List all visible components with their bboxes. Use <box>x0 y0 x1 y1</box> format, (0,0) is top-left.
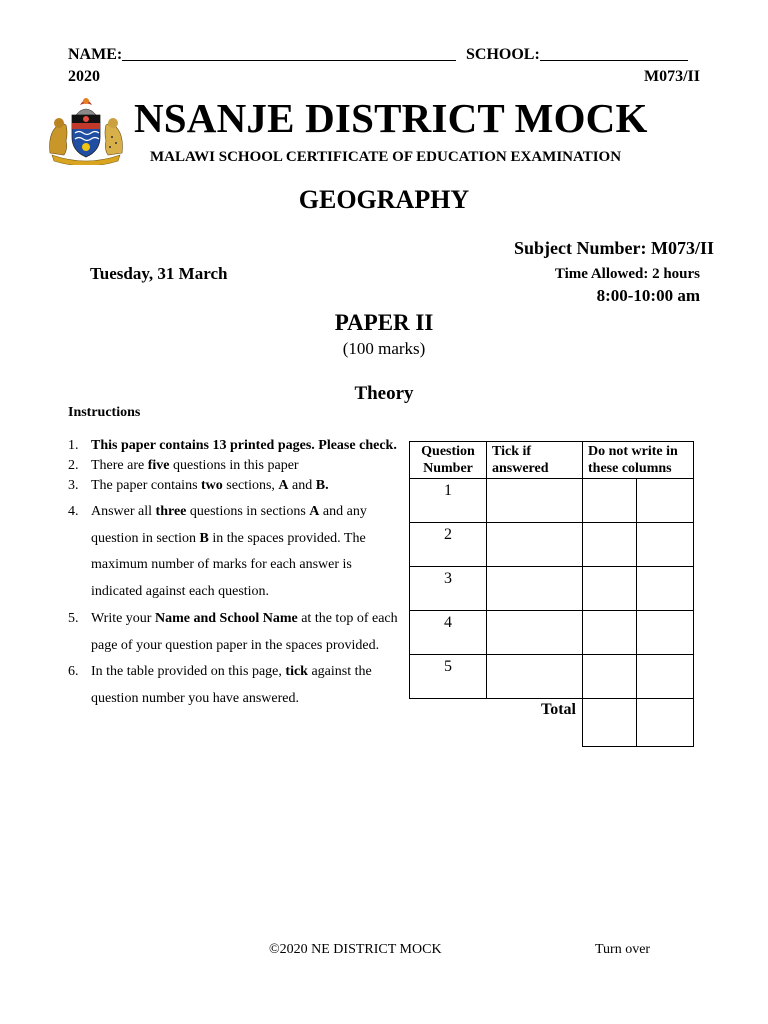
subject-name: GEOGRAPHY <box>298 185 470 214</box>
question-table <box>409 441 694 747</box>
examiner-cell <box>583 611 637 655</box>
question-number-cell: 1 <box>410 479 487 523</box>
table-row <box>410 567 694 611</box>
question-number-cell: 5 <box>410 655 487 699</box>
school-underline <box>540 60 688 61</box>
tick-header: Tick if answered <box>487 442 583 479</box>
examiner-columns-header: Do not write in these columns <box>583 442 694 479</box>
time-range: 8:00-10:00 am <box>596 286 700 305</box>
instructions-list <box>68 436 398 713</box>
examiner-cell <box>583 567 637 611</box>
exam-year: 2020 <box>68 68 100 85</box>
list-item: 5. Write your Name and School Name at the top of each page of your question paper in the spaces provided. <box>68 610 398 653</box>
tick-cell[interactable] <box>487 523 583 567</box>
examiner-cell <box>637 567 694 611</box>
table-row <box>410 479 694 523</box>
question-number-cell: 2 <box>410 523 487 567</box>
time-allowed: Time Allowed: 2 hours <box>554 266 700 282</box>
examiner-cell <box>583 479 637 523</box>
footer-copyright: ©2020 NE DISTRICT MOCK <box>269 942 442 957</box>
total-label: Total <box>487 699 583 747</box>
instructions-heading: Instructions <box>68 405 141 420</box>
examiner-cell <box>637 523 694 567</box>
table-row <box>410 611 694 655</box>
list-item: 1. This paper contains 13 printed pages. Please check. <box>68 438 397 453</box>
paper-section: Theory <box>354 383 414 404</box>
tick-cell[interactable] <box>487 655 583 699</box>
paper-title: PAPER II <box>334 310 434 335</box>
list-item: 6. In the table provided on this page, tick against the question number you have answered. <box>68 664 372 706</box>
examiner-cell <box>583 523 637 567</box>
tick-cell[interactable] <box>487 611 583 655</box>
exam-date: Tuesday, 31 March <box>90 264 228 283</box>
exam-subtitle: MALAWI SCHOOL CERTIFICATE OF EDUCATION EXAMINATION <box>150 149 622 165</box>
name-underline <box>122 60 456 61</box>
question-number-header: Question Number <box>410 442 487 479</box>
list-item: 4. Answer all three questions in sections A and any question in section B in the spaces provided. The maximum number of marks for each answer is indicated against each question. <box>68 504 367 600</box>
question-number-cell: 3 <box>410 567 487 611</box>
total-cell <box>583 699 637 747</box>
exam-title: NSANJE DISTRICT MOCK <box>134 95 648 141</box>
paper-marks: (100 marks) <box>342 339 426 358</box>
list-item: 3. The paper contains two sections, A and B. <box>68 478 329 493</box>
subject-number: Subject Number: M073/II <box>514 238 714 258</box>
table-row <box>410 523 694 567</box>
examiner-cell <box>637 655 694 699</box>
total-cell <box>637 699 694 747</box>
list-item: 2. There are five questions in this paper <box>68 458 299 473</box>
coat-of-arms-icon <box>46 93 126 165</box>
tick-cell[interactable] <box>487 479 583 523</box>
school-label: SCHOOL: <box>466 46 540 63</box>
examiner-cell <box>583 655 637 699</box>
examiner-cell <box>637 611 694 655</box>
name-field <box>68 46 456 64</box>
table-header-row <box>410 442 694 479</box>
total-row <box>410 699 694 747</box>
school-field <box>466 46 688 64</box>
paper-code: M073/II <box>644 68 700 85</box>
tick-cell[interactable] <box>487 567 583 611</box>
examiner-cell <box>637 479 694 523</box>
name-label: NAME: <box>68 46 123 63</box>
question-number-cell: 4 <box>410 611 487 655</box>
footer-turn-over: Turn over <box>595 942 651 957</box>
table-row <box>410 655 694 699</box>
